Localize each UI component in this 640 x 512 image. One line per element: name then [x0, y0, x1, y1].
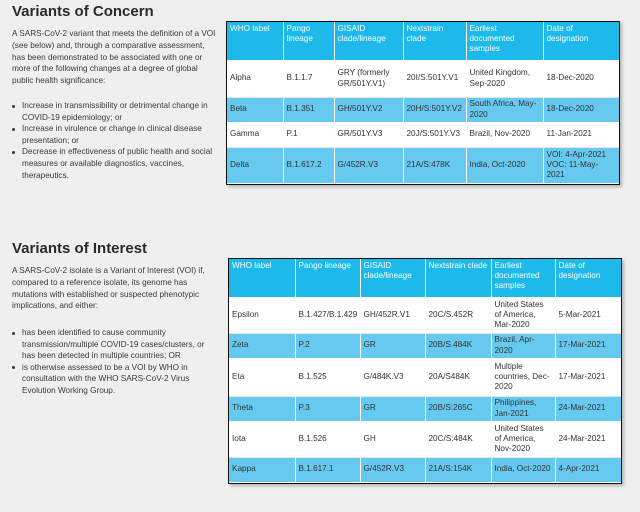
- voi-criteria-item: has been identified to cause community transmission/multiple COVID-19 cases/clusters, or has been detected in multiple countries; OR: [12, 327, 217, 362]
- cell-gisaid-clade: GH: [360, 421, 425, 457]
- table-row: [229, 457, 621, 482]
- col-header-gisaid-clade: GISAID clade/lineage: [334, 22, 403, 60]
- cell-gisaid-clade: GR: [360, 396, 425, 421]
- cell-gisaid-clade: G/452R.V3: [360, 457, 425, 482]
- cell-earliest-samples: Brazil, Nov-2020: [466, 122, 543, 147]
- table-row: [229, 421, 621, 457]
- cell-date-designation: 17-Mar-2021: [555, 333, 621, 358]
- col-header-pango-lineage: Pango lineage: [283, 22, 334, 60]
- cell-pango-lineage: B.1.617.1: [295, 457, 360, 482]
- cell-who-label: Eta: [229, 358, 295, 396]
- table-row: [227, 97, 619, 122]
- cell-earliest-samples: Multiple countries, Dec-2020: [491, 358, 555, 396]
- cell-pango-lineage: P.1: [283, 122, 334, 147]
- cell-date-designation: 17-Mar-2021: [555, 358, 621, 396]
- cell-who-label: Iota: [229, 421, 295, 457]
- table-row: [227, 122, 619, 147]
- cell-date-designation: 18-Dec-2020: [543, 60, 619, 97]
- cell-pango-lineage: B.1.617.2: [283, 147, 334, 183]
- cell-nextstrain-clade: 20A/S484K: [425, 358, 491, 396]
- cell-earliest-samples: Philippines, Jan-2021: [491, 396, 555, 421]
- cell-who-label: Zeta: [229, 333, 295, 358]
- cell-earliest-samples: India, Oct-2020: [491, 457, 555, 482]
- cell-gisaid-clade: GRY (formerly GR/501Y.V1): [334, 60, 403, 97]
- col-header-earliest-samples: Earliest documented samples: [466, 22, 543, 60]
- cell-nextstrain-clade: 20C/S.452R: [425, 297, 491, 333]
- cell-earliest-samples: United States of America, Mar-2020: [491, 297, 555, 333]
- table-row: [227, 147, 619, 183]
- cell-pango-lineage: B.1.427/B.1.429: [295, 297, 360, 333]
- cell-who-label: Epsilon: [229, 297, 295, 333]
- cell-gisaid-clade: GR: [360, 333, 425, 358]
- cell-pango-lineage: P.3: [295, 396, 360, 421]
- voc-intro: A SARS-CoV-2 variant that meets the definition of a VOI (see below) and, through a comparative assessment, has been demonstrated to be associated with one or more of the following changes at a degree of global public health significance:: [12, 29, 216, 86]
- col-header-nextstrain-clade: Nextstrain clade: [425, 259, 491, 297]
- cell-pango-lineage: B.1.525: [295, 358, 360, 396]
- voi-table-container: [228, 258, 622, 484]
- cell-who-label: Delta: [227, 147, 283, 183]
- voi-header-row: [229, 259, 621, 297]
- cell-gisaid-clade: G/452R.V3: [334, 147, 403, 183]
- col-header-earliest-samples: Earliest documented samples: [491, 259, 555, 297]
- table-row: [227, 60, 619, 97]
- table-row: [229, 333, 621, 358]
- cell-nextstrain-clade: 20B/S:265C: [425, 396, 491, 421]
- col-header-date-designation: Date of designation: [555, 259, 621, 297]
- col-header-who-label: WHO label: [227, 22, 283, 60]
- cell-who-label: Gamma: [227, 122, 283, 147]
- col-header-nextstrain-clade: Nextstrain clade: [403, 22, 466, 60]
- cell-earliest-samples: Brazil, Apr-2020: [491, 333, 555, 358]
- voc-heading: Variants of Concern: [12, 3, 154, 20]
- table-row: [229, 358, 621, 396]
- col-header-pango-lineage: Pango lineage: [295, 259, 360, 297]
- table-row: [229, 396, 621, 421]
- cell-who-label: Kappa: [229, 457, 295, 482]
- cell-nextstrain-clade: 20I/S:501Y.V1: [403, 60, 466, 97]
- voi-heading: Variants of Interest: [12, 240, 148, 257]
- cell-nextstrain-clade: 20C/S:484K: [425, 421, 491, 457]
- voi-table: [229, 259, 621, 483]
- cell-nextstrain-clade: 21A/S:478K: [403, 147, 466, 183]
- cell-gisaid-clade: GH/501Y.V2: [334, 97, 403, 122]
- cell-who-label: Theta: [229, 396, 295, 421]
- voc-table: [227, 22, 619, 184]
- voi-intro: A SARS-CoV-2 isolate is a Variant of Interest (VOI) if, compared to a reference isolate, its genome has mutations with established or suspected phenotypic implications, and either:: [12, 266, 205, 311]
- cell-date-designation: 24-Mar-2021: [555, 396, 621, 421]
- cell-pango-lineage: P.2: [295, 333, 360, 358]
- cell-earliest-samples: United States of America, Nov-2020: [491, 421, 555, 457]
- table-row: [229, 297, 621, 333]
- cell-pango-lineage: B.1.1.7: [283, 60, 334, 97]
- col-header-who-label: WHO label: [229, 259, 295, 297]
- cell-nextstrain-clade: 20H/S:501Y.V2: [403, 97, 466, 122]
- cell-earliest-samples: South Africa, May-2020: [466, 97, 543, 122]
- voc-criteria-item: Decrease in effectiveness of public health and social measures or available diagnostics, vaccines, therapeutics.: [12, 146, 217, 181]
- cell-date-designation: 18-Dec-2020: [543, 97, 619, 122]
- cell-gisaid-clade: GR/501Y.V3: [334, 122, 403, 147]
- voc-header-row: [227, 22, 619, 60]
- cell-who-label: Beta: [227, 97, 283, 122]
- col-header-date-designation: Date of designation: [543, 22, 619, 60]
- cell-pango-lineage: B.1.526: [295, 421, 360, 457]
- cell-date-designation: VOI: 4-Apr-2021 VOC: 11-May-2021: [543, 147, 619, 183]
- cell-earliest-samples: India, Oct-2020: [466, 147, 543, 183]
- voc-criteria-item: Increase in virulence or change in clinical disease presentation; or: [12, 123, 217, 146]
- cell-date-designation: 24-Mar-2021: [555, 421, 621, 457]
- cell-pango-lineage: B.1.351: [283, 97, 334, 122]
- cell-date-designation: 5-Mar-2021: [555, 297, 621, 333]
- cell-date-designation: 11-Jan-2021: [543, 122, 619, 147]
- cell-nextstrain-clade: 20J/S:501Y.V3: [403, 122, 466, 147]
- cell-nextstrain-clade: 20B/S.484K: [425, 333, 491, 358]
- cell-nextstrain-clade: 21A/S:154K: [425, 457, 491, 482]
- cell-date-designation: 4-Apr-2021: [555, 457, 621, 482]
- voi-criteria-item: is otherwise assessed to be a VOI by WHO in consultation with the WHO SARS-CoV-2 Virus Evolution Working Group.: [12, 362, 217, 397]
- voc-criteria-item: Increase in transmissibility or detrimental change in COVID-19 epidemiology; or: [12, 100, 217, 123]
- cell-earliest-samples: United Kingdom, Sep-2020: [466, 60, 543, 97]
- voc-table-container: [226, 21, 620, 185]
- cell-gisaid-clade: GH/452R.V1: [360, 297, 425, 333]
- cell-who-label: Alpha: [227, 60, 283, 97]
- voi-criteria-list: [12, 327, 217, 397]
- col-header-gisaid-clade: GISAID clade/lineage: [360, 259, 425, 297]
- voc-criteria-list: [12, 100, 217, 181]
- cell-gisaid-clade: G/484K.V3: [360, 358, 425, 396]
